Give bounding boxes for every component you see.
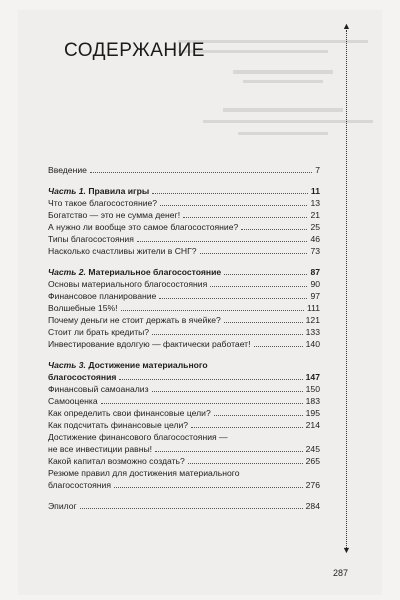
toc-entry-label [48,500,77,512]
toc-entry-label [48,233,134,245]
toc-entry-label [48,278,207,290]
toc-entry [48,407,320,419]
toc-entry-label [48,443,152,455]
toc-entry-title: Что такое благосостояние? [48,198,158,208]
toc-entry-title: Типы благосостояния [48,234,134,244]
toc-entry-label [48,338,251,350]
toc-entry-line [48,431,320,443]
toc-entry [48,290,320,302]
dot-leader [137,241,308,242]
toc-entry-label [48,468,240,478]
toc-entry [48,500,320,512]
toc-entry [48,338,320,350]
toc-page-number: 13 [310,198,320,208]
toc-entry-title: Материальное благосостояние [88,267,222,277]
dot-leader [155,451,303,452]
toc-entry-label [48,395,98,407]
toc-page-number: 150 [305,384,320,394]
toc-entry [48,302,320,314]
toc-entry-title: А нужно ли вообще это самое благосостояние? [48,222,239,232]
toc-page-number: 147 [305,372,320,382]
toc-entry [48,245,320,257]
toc-page-number: 73 [310,246,320,256]
toc-entry [48,197,320,209]
toc-entry-title: Волшебные 15%! [48,303,118,313]
dot-leader [214,415,303,416]
toc-page-number: 140 [305,339,320,349]
arrow-up-icon: ▲ [342,21,351,31]
toc-entry-label [48,314,221,326]
toc-entry [48,164,320,176]
toc-entry-line [48,443,320,455]
dot-leader [160,205,307,206]
dot-leader [241,229,307,230]
toc-entry-label [48,455,185,467]
toc-entry-title: Как подсчитать финансовые цели? [48,420,189,430]
toc-entry-label [48,302,118,314]
dot-leader [224,322,303,323]
toc-entry-title: Какой капитал возможно создать? [48,456,185,466]
toc-page-number: 214 [305,420,320,430]
dot-leader [121,310,304,311]
toc-entry-title: благосостояния [48,480,111,490]
table-of-contents [48,164,320,512]
toc-entry [48,455,320,467]
dot-leader [183,217,307,218]
dot-leader [210,286,307,287]
dot-leader [254,346,303,347]
toc-entry-title: Резюме правил для достижения материального [48,468,240,478]
toc-page-number: 46 [310,234,320,244]
toc-entry-label [48,197,157,209]
toc-entry-label [48,245,197,257]
toc-entry-label [48,164,87,176]
toc-entry [48,419,320,431]
dot-leader [114,487,303,488]
toc-entry-title: Насколько счастливы жители в СНГ? [48,246,197,256]
toc-entry-line [48,479,320,491]
toc-entry-label [48,479,111,491]
toc-entry-label [48,290,156,302]
toc-entry [48,467,320,491]
toc-entry-line [48,467,320,479]
page-number: 287 [333,568,349,578]
toc-entry-label [48,221,238,233]
toc-entry-label [48,266,221,278]
dot-leader [224,274,307,275]
toc-entry-title: Как определить свои финансовые цели? [48,408,211,418]
toc-page-number: 245 [305,444,320,454]
toc-entry-title: Самооценка [48,396,98,406]
toc-entry-label [48,360,208,370]
toc-part-number: Часть 2. [48,267,86,277]
toc-page-number: 90 [310,279,320,289]
dot-leader [152,193,308,194]
toc-entry [48,233,320,245]
dot-leader [90,172,312,173]
dot-leader [191,427,303,428]
dot-leader [80,508,303,509]
toc-entry-title: Финансовое планирование [48,291,157,301]
toc-part-entry [48,359,320,383]
toc-page-number: 111 [306,303,320,313]
toc-page-number: 183 [305,396,320,406]
toc-entry [48,431,320,455]
toc-entry-title: Стоит ли брать кредиты? [48,327,150,337]
toc-page-number: 11 [310,186,320,196]
dot-leader [188,463,303,464]
toc-page-number: 195 [305,408,320,418]
toc-page-number: 276 [305,480,320,490]
toc-page-number: 25 [310,222,320,232]
toc-entry-title: Почему деньги не стоит держать в ячейке? [48,315,221,325]
dot-leader [200,253,308,254]
toc-entry-label [48,419,188,431]
toc-entry-title: Введение [48,165,87,175]
toc-page-number: 21 [310,210,320,220]
toc-entry [48,221,320,233]
toc-page-number: 265 [305,456,320,466]
dot-leader [152,334,303,335]
toc-entry-title: Достижение материального [88,360,208,370]
toc-part-number: Часть 1. [48,186,86,196]
arrow-down-icon: ▼ [342,545,351,555]
toc-entry-label [48,432,228,442]
dot-leader [119,379,302,380]
toc-entry-title: не все инвестиции равны! [48,444,153,454]
toc-entry [48,209,320,221]
toc-entry [48,326,320,338]
toc-entry-label [48,209,180,221]
toc-entry [48,278,320,290]
toc-entry-title: Инвестирование вдолгую — фактически работает! [48,339,251,349]
toc-entry [48,383,320,395]
page-title: СОДЕРЖАНИЕ [64,40,205,61]
dot-leader [101,403,303,404]
toc-entry-label [48,371,116,383]
dot-leader [159,298,307,299]
toc-part-entry [48,185,320,197]
toc-entry-line [48,359,320,371]
toc-page-number: 121 [305,315,320,325]
toc-entry-title: Правила игры [88,186,150,196]
toc-entry-title: Финансовый самоанализ [48,384,149,394]
toc-entry-label [48,407,211,419]
toc-entry-title: благосостояния [48,372,117,382]
toc-page-number: 87 [310,267,320,277]
toc-page-number: 284 [305,501,320,511]
toc-part-entry [48,266,320,278]
toc-entry-label [48,383,149,395]
page-height-indicator [342,22,352,557]
toc-page-number: 133 [305,327,320,337]
toc-part-number: Часть 3. [48,360,86,370]
toc-entry-title: Богатство — это не сумма денег! [48,210,181,220]
toc-entry-label [48,185,149,197]
toc-entry-line [48,371,320,383]
toc-entry-title: Эпилог [48,501,77,511]
toc-entry-title: Основы материального благосостояния [48,279,208,289]
toc-entry-label [48,326,149,338]
toc-page-number: 97 [310,291,320,301]
dot-leader [152,391,303,392]
toc-entry [48,314,320,326]
toc-page-number: 7 [315,165,320,175]
toc-entry-title: Достижение финансового благосостояния — [48,432,228,442]
dotted-guide-line [346,30,347,550]
toc-entry [48,395,320,407]
